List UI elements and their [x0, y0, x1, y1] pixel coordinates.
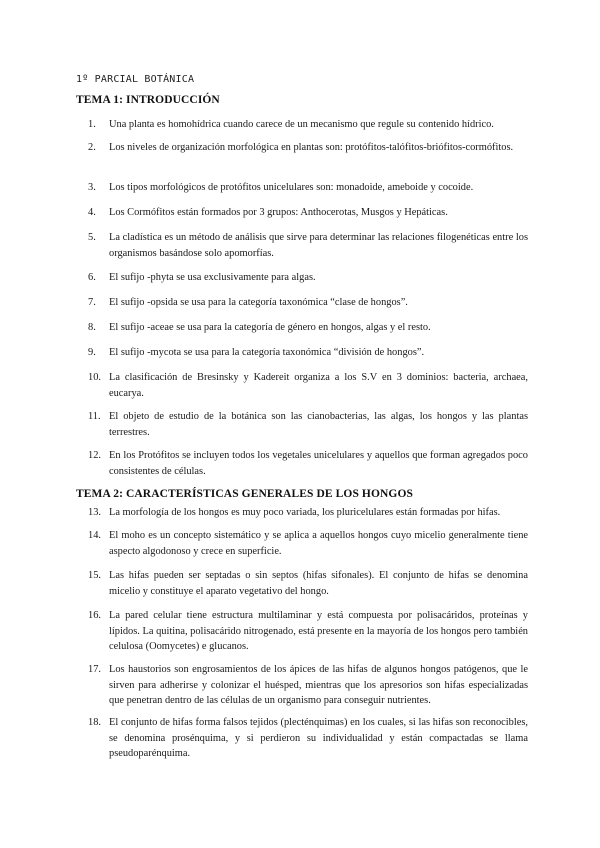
- item-number: 14.: [88, 530, 101, 541]
- list-item: [88, 117, 528, 133]
- list-item: [88, 270, 528, 286]
- item-text: La morfología de los hongos es muy poco variada, los pluricelulares están formadas por hifas.: [109, 507, 501, 518]
- item-text: El moho es un concepto sistemático y se aplica a aquellos hongos cuyo micelio generalmente tiene aspecto algodonoso y crece en superficie.: [109, 530, 528, 557]
- item-text: Los tipos morfológicos de protófitos unicelulares son: monadoide, ameboide y cocoide.: [109, 182, 474, 193]
- item-text: Las hifas pueden ser septadas o sin septos (hifas sifonales). El conjunto de hifas se denomina micelio y constituye el aparato vegetativo del hongo.: [109, 570, 528, 597]
- item-number: 12.: [88, 450, 101, 461]
- list-item: [88, 345, 528, 361]
- item-text: La cladística es un método de análisis que sirve para determinar las relaciones filogenéticas entre los organismos basándose solo apomorfías.: [109, 232, 528, 259]
- item-text: Los haustorios son engrosamientos de los ápices de las hifas de algunos hongos patógenos, que le sirven para adherirse y colonizar el huésped, mientras que los apresorios son hifas especializadas que penetran dentro de las células de un organismo para conseguir nutrientes.: [109, 664, 528, 706]
- item-text: El sufijo -phyta se usa exclusivamente para algas.: [109, 272, 316, 283]
- list-item: [88, 180, 528, 196]
- item-number: 9.: [88, 347, 96, 358]
- list-item: [88, 568, 528, 599]
- item-number: 7.: [88, 297, 96, 308]
- section-title-tema-1: TEMA 1: INTRODUCCIÓN: [76, 94, 220, 106]
- item-number: 18.: [88, 717, 101, 728]
- item-text: Los Cormófitos están formados por 3 grupos: Anthocerotas, Musgos y Hepáticas.: [109, 207, 448, 218]
- item-number: 8.: [88, 322, 96, 333]
- item-number: 10.: [88, 372, 101, 383]
- item-number: 11.: [88, 411, 101, 422]
- item-number: 1.: [88, 119, 96, 130]
- list-item: [88, 295, 528, 311]
- item-number: 13.: [88, 507, 101, 518]
- item-number: 2.: [88, 142, 96, 153]
- list-item: [88, 528, 528, 559]
- list-item: [88, 715, 528, 762]
- header-note: 1º PARCIAL BOTÁNICA: [76, 74, 195, 85]
- item-number: 5.: [88, 232, 96, 243]
- item-number: 3.: [88, 182, 96, 193]
- list-item: [88, 608, 528, 655]
- item-text: El conjunto de hifas forma falsos tejidos (plecténquimas) en los cuales, si las hifas son reconocibles, se denomina prosénquima, y si perdieron su individualidad y están compactadas se llama pseudoparénquima.: [109, 717, 528, 759]
- item-text: Una planta es homohídrica cuando carece de un mecanismo que regule su contenido hídrico.: [109, 119, 494, 130]
- list-item: [88, 409, 528, 440]
- list-item: [88, 320, 528, 336]
- section-title-tema-2: TEMA 2: CARACTERÍSTICAS GENERALES DE LOS HONGOS: [76, 488, 413, 500]
- list-item: [88, 448, 528, 479]
- item-text: El sufijo -aceae se usa para la categoría de género en hongos, algas y el resto.: [109, 322, 431, 333]
- list-item: [88, 230, 528, 261]
- item-text: La pared celular tiene estructura multilaminar y está compuesta por polisacáridos, proteínas y lípidos. La quitina, polisacárido nitrogenado, está presente en la mayoría de los hongos pero también celulosa (Oomycetes) e glucanos.: [109, 610, 528, 652]
- list-item: [88, 662, 528, 709]
- item-text: El sufijo -mycota se usa para la categoría taxonómica “división de hongos”.: [109, 347, 425, 358]
- item-number: 15.: [88, 570, 101, 581]
- list-item: [88, 140, 528, 156]
- item-text: El sufijo -opsida se usa para la categoría taxonómica “clase de hongos”.: [109, 297, 408, 308]
- item-number: 6.: [88, 272, 96, 283]
- list-item: [88, 505, 528, 521]
- item-text: Los niveles de organización morfológica en plantas son: protófitos-talófitos-briófitos-cormófitos.: [109, 142, 514, 153]
- item-number: 17.: [88, 664, 101, 675]
- item-text: La clasificación de Bresinsky y Kadereit organiza a los S.V en 3 dominios: bacteria, archaea, eucarya.: [109, 372, 528, 399]
- list-item: [88, 205, 528, 221]
- item-text: En los Protófitos se incluyen todos los vegetales unicelulares y aquellos que forman agregados poco consistentes de células.: [109, 450, 528, 477]
- list-item: [88, 370, 528, 401]
- item-number: 4.: [88, 207, 96, 218]
- item-number: 16.: [88, 610, 101, 621]
- item-text: El objeto de estudio de la botánica son las cianobacterias, las algas, los hongos y las plantas terrestres.: [109, 411, 528, 438]
